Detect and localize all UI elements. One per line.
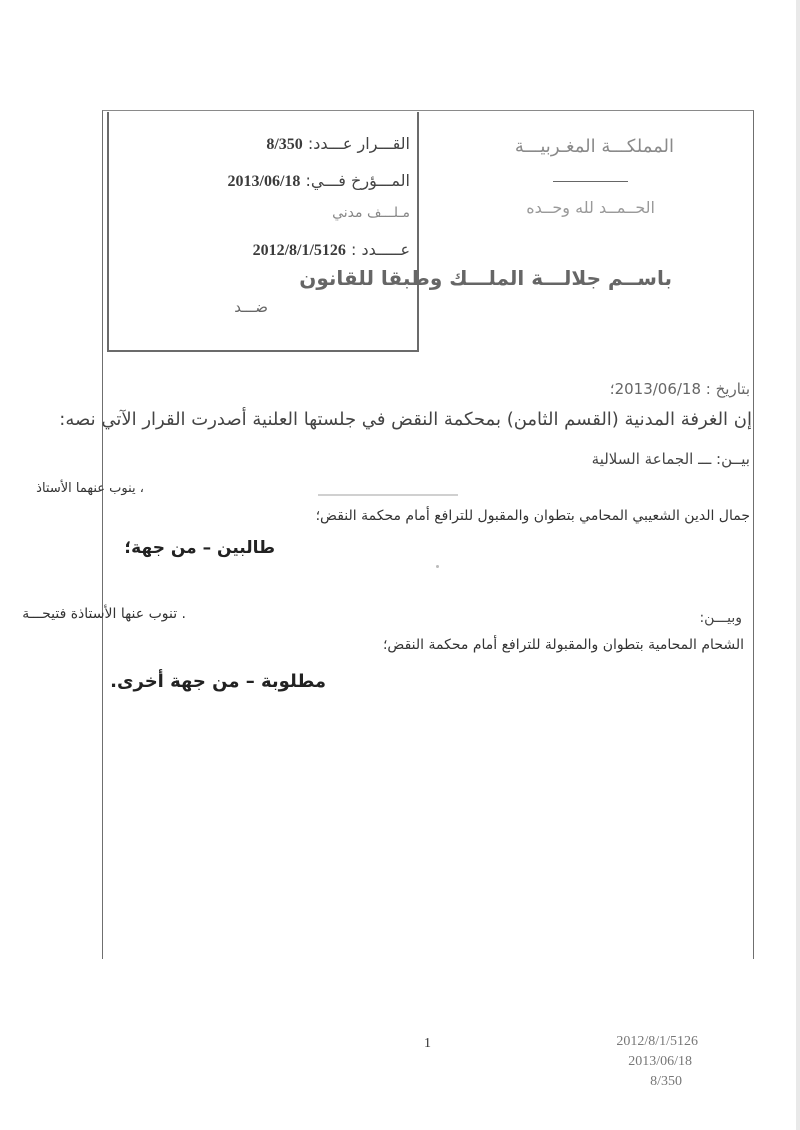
kingdom-heading: المملكـــة المغـربيـــة — [514, 136, 674, 157]
first-party-representative: ، ينوب عنهما الأستاذ — [36, 481, 144, 496]
first-party-lawyer: جمال الدين الشعيبي المحامي بتطوان والمقبول للترافع أمام محكمة النقض؛ — [315, 508, 750, 524]
decision-number-value: 8/350 — [266, 136, 303, 153]
file-type: مـلـــف مدني — [332, 205, 410, 221]
decision-date-line — [228, 171, 410, 191]
decision-number-label: القـــرار عـــدد: — [307, 134, 410, 153]
page-number: 1 — [424, 1036, 431, 1051]
decision-number-line — [266, 134, 410, 154]
footer-decision-number: 8/350 — [650, 1074, 682, 1089]
in-the-name-heading: باســم جلالـــة الملـــك وطبقا للقانون — [299, 266, 672, 290]
praise-heading: الحــمــد لله وحــده — [526, 198, 655, 217]
hearing-date: بتاريخ : 2013/06/18؛ — [609, 380, 750, 398]
footer-date: 2013/06/18 — [628, 1054, 692, 1069]
first-party-role: طالبين – من جهة؛ — [124, 538, 275, 558]
decision-date-label: المـــؤرخ فـــي: — [305, 171, 410, 190]
file-number-value: 2012/8/1/5126 — [252, 242, 346, 259]
second-party-representative: . تنوب عنها الأستاذة فتيحـــة — [22, 606, 186, 622]
second-party-lawyer: الشحام المحامية بتطوان والمقبولة للترافع أمام محكمة النقض؛ — [382, 637, 744, 653]
decision-date-value: 2013/06/18 — [227, 173, 301, 190]
redaction-mark — [318, 494, 458, 496]
against-label: ضـــد — [234, 298, 268, 316]
second-party: وبيـــن: — [699, 610, 742, 626]
file-number-line — [253, 240, 410, 260]
scan-edge-shadow — [796, 0, 800, 1130]
scan-speck — [436, 565, 439, 568]
heading-divider — [553, 181, 628, 182]
intro-paragraph: إن الغرفة المدنية (القسم الثامن) بمحكمة النقض في جلستها العلنية أصدرت القرار الآتي نصه: — [59, 409, 752, 430]
second-party-role: مطلوبة – من جهة أخرى. — [110, 671, 326, 692]
file-number-label: عـــــدد : — [351, 240, 410, 259]
footer-file-number: 2012/8/1/5126 — [616, 1034, 698, 1049]
first-party: بيــن: ـــ الجماعة السلالية — [591, 450, 750, 468]
